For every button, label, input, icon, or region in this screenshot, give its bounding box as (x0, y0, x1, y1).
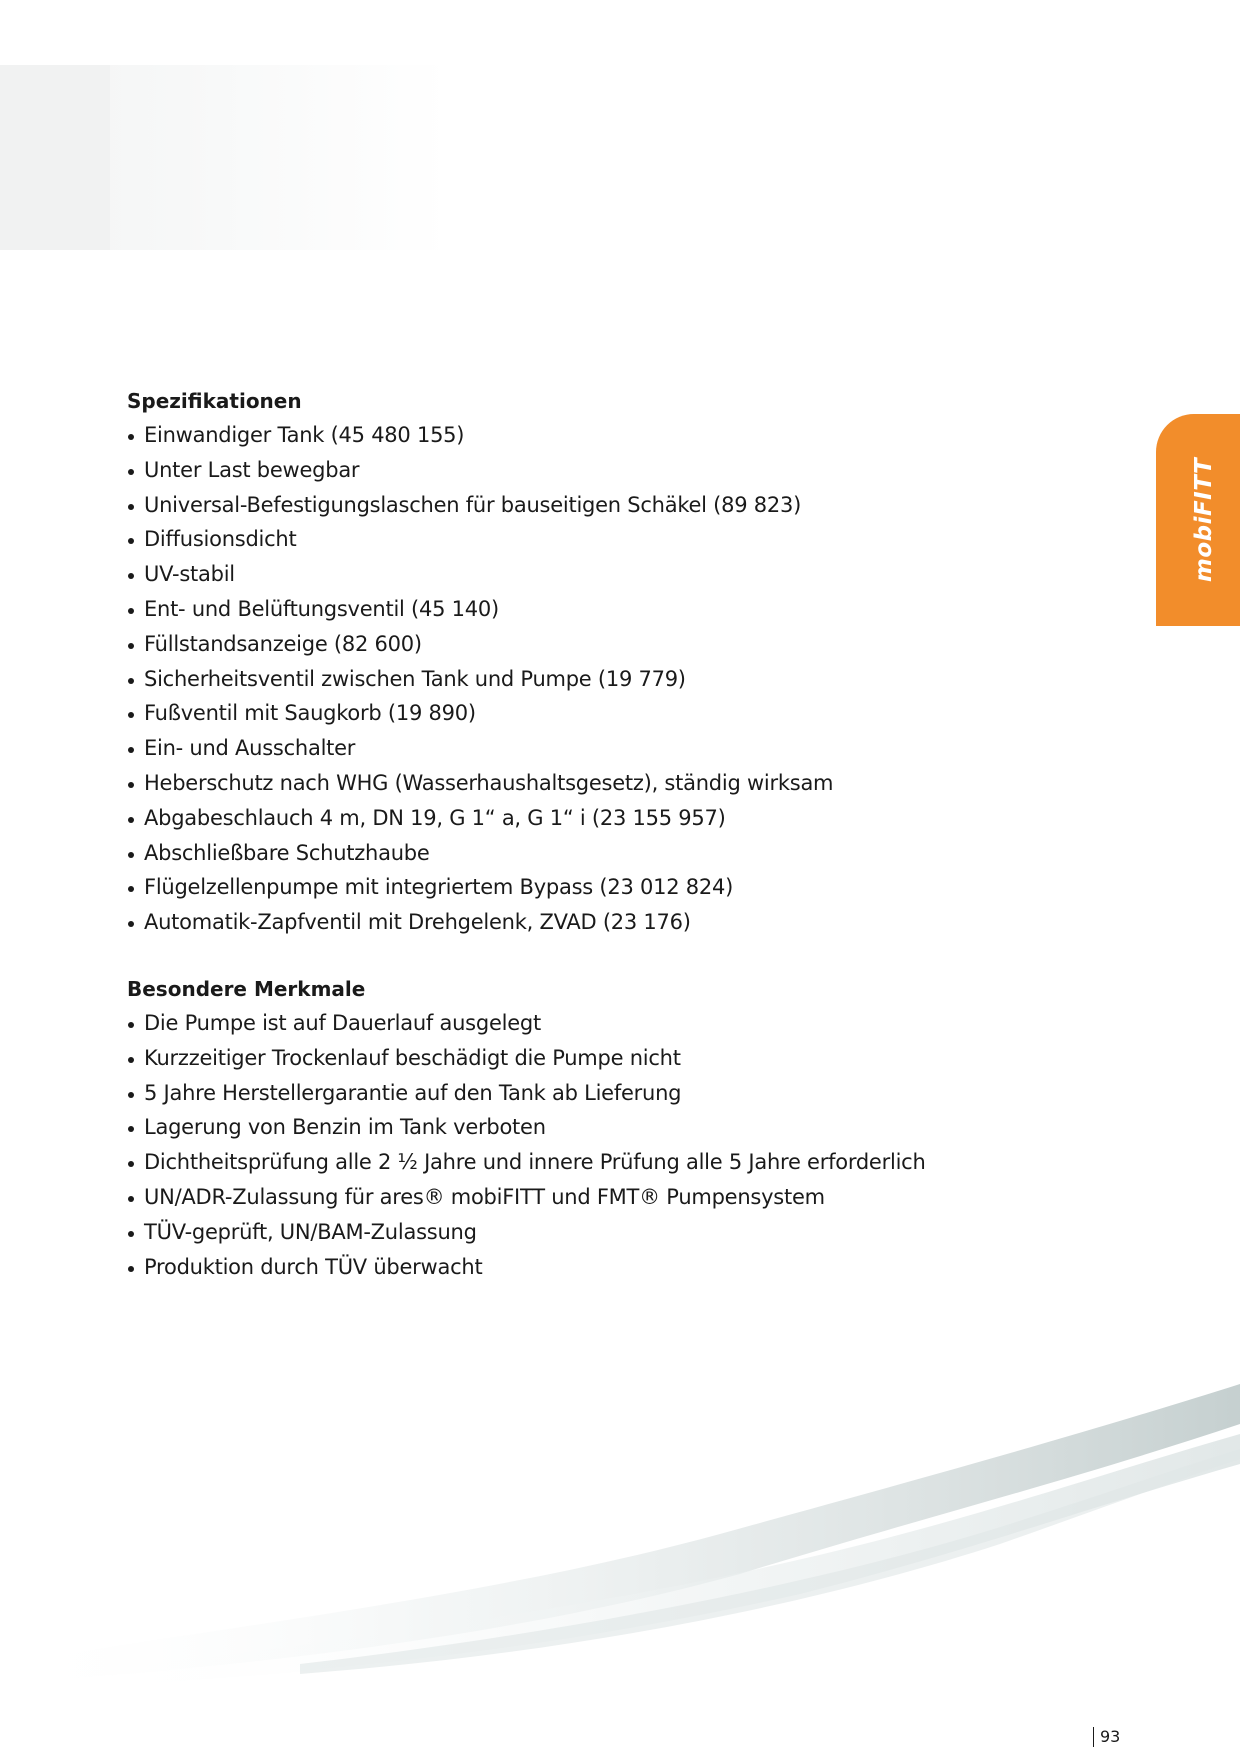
section-gap (127, 940, 1007, 972)
list-item: Ein- und Ausschalter (127, 731, 1007, 766)
section-spezifikationen (127, 384, 1007, 940)
list-item: UN/ADR-Zulassung für ares® mobiFITT und FMT® Pumpensystem (127, 1180, 1007, 1215)
list-item: Füllstandsanzeige (82 600) (127, 627, 1007, 662)
splash-wave-1 (0, 1384, 1240, 1684)
list-item: Universal-Befestigungslaschen für bauseitigen Schäkel (89 823) (127, 488, 1007, 523)
section-title: Besondere Merkmale (127, 976, 366, 1001)
corner-shade-inner (0, 65, 110, 250)
list-item: Ent- und Belüftungsventil (45 140) (127, 592, 1007, 627)
list-item: TÜV-geprüft, UN/BAM-Zulassung (127, 1215, 1007, 1250)
list-item: Die Pumpe ist auf Dauerlauf ausgelegt (127, 1006, 1007, 1041)
list-item: Unter Last bewegbar (127, 453, 1007, 488)
list-item: Diffusionsdicht (127, 522, 1007, 557)
section-besondere-merkmale (127, 972, 1007, 1284)
list-item: UV-stabil (127, 557, 1007, 592)
list-item: Einwandiger Tank (45 480 155) (127, 418, 1007, 453)
list-item: Dichtheitsprüfung alle 2 ½ Jahre und innere Prüfung alle 5 Jahre erforderlich (127, 1145, 1007, 1180)
section-side-tab (1156, 414, 1240, 626)
spec-list (127, 418, 1007, 940)
list-item: 5 Jahre Herstellergarantie auf den Tank ab Lieferung (127, 1076, 1007, 1111)
water-splash-decoration (0, 1364, 1240, 1694)
list-item: Kurzzeitiger Trockenlauf beschädigt die Pumpe nicht (127, 1041, 1007, 1076)
list-item: Heberschutz nach WHG (Wasserhaushaltsgesetz), ständig wirksam (127, 766, 1007, 801)
list-item: Fußventil mit Saugkorb (19 890) (127, 696, 1007, 731)
page-number: 93 (1093, 1727, 1120, 1747)
section-title: Spezifikationen (127, 389, 302, 413)
list-item: Sicherheitsventil zwischen Tank und Pumpe (19 779) (127, 662, 1007, 697)
list-item: Automatik-Zapfventil mit Drehgelenk, ZVAD (23 176) (127, 905, 1007, 940)
feature-list (127, 1006, 1007, 1284)
list-item: Abgabeschlauch 4 m, DN 19, G 1“ a, G 1“ i (23 155 957) (127, 801, 1007, 836)
list-item: Flügelzellenpumpe mit integriertem Bypass (23 012 824) (127, 870, 1007, 905)
list-item: Produktion durch TÜV überwacht (127, 1250, 1007, 1285)
content-area (127, 384, 1007, 1284)
list-item: Abschließbare Schutzhaube (127, 836, 1007, 871)
side-tab-label: mobiFITT (1191, 457, 1217, 583)
list-item: Lagerung von Benzin im Tank verboten (127, 1110, 1007, 1145)
